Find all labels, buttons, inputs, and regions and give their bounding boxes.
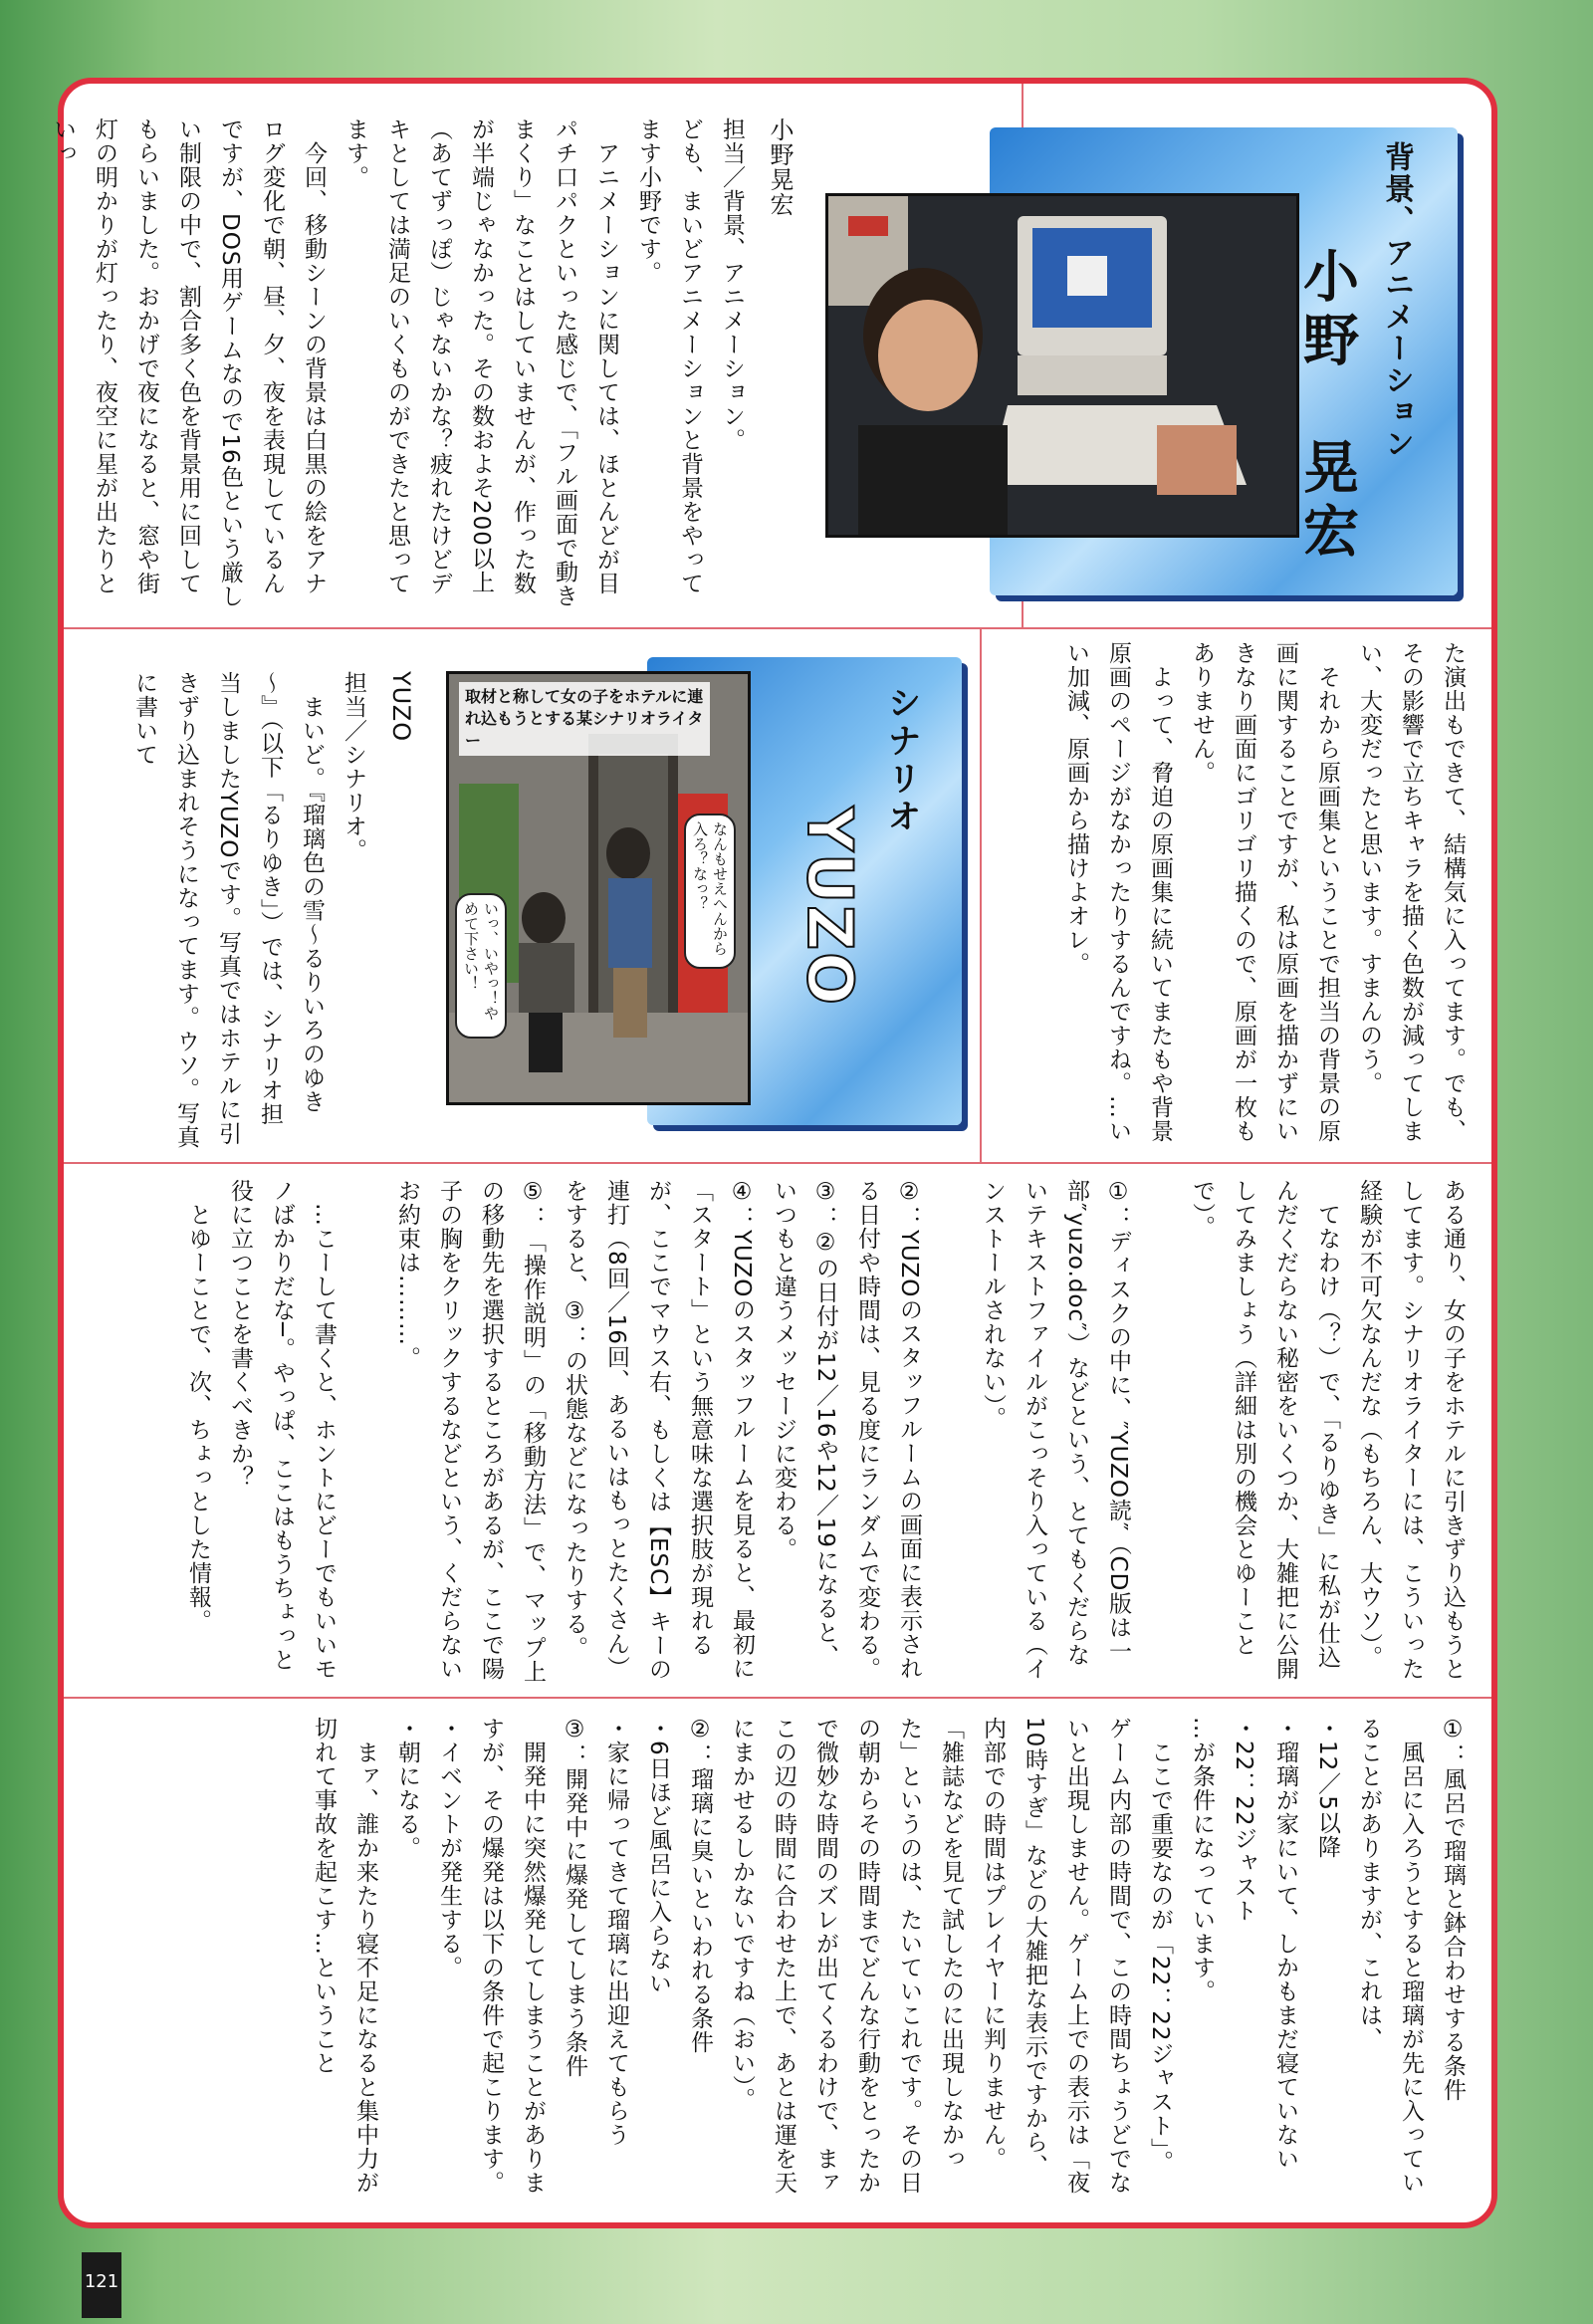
yuzo-photo: [446, 671, 751, 1105]
ono-photo-illustration: [828, 196, 1296, 535]
ono-continued: た演出もできて、結構気に入ってます。でも、その影響で立ちキャラを描く色数が減ってしまい、大変だったと思います。すまんのう。 それから原画集ということで担当の背景の原画に関することですが、私は原画を描かずにいきなり画面にゴリゴリ描くので、原画が一枚もありません。 よって、脅迫の原画集に続いてまたもや背景原画のページがなかったりするんですね。…いい加減、原画から描けよオレ。: [1063, 641, 1466, 1143]
yuzo-speech-bubble-1: なんもせえへんから入ろ？なっ？: [684, 813, 736, 969]
page-frame: [50, 78, 1497, 2228]
yuzo-role-title: シナリオ: [881, 685, 921, 836]
ono-role-title: 背景、アニメーション: [1379, 141, 1414, 460]
divider-vertical-mid: [980, 629, 982, 1162]
yuzo-name-title: YUZO: [794, 807, 866, 1007]
ono-profile-card: [990, 127, 1458, 595]
staff-secrets-text: ある通り、女の子をホテルに引きずり込もうとしてます。シナリオライターには、こういった経験が不可欠なんだな（もちろん、大ウソ）。 てなわけ（？）で、「るりゆき」に私が仕込んだくだらない秘密をいくつか、大雑把に公開してみましょう（詳細は別の機会とゆーことで）。 ①：ディスクの中に、″YUZO読″（CD版は一部″yuzo.doc″）などという、とてもくだらないテキストファイルがこっそり入っている（インストールされない）。 ②：YUZOのスタッフルームの画面に表示される日付や時間は、見る度にランダムで変わる。 ③：②の日付が12／16や12／19になると、いつもと違うメッセージに変わる。 ④：YUZOのスタッフルームを見ると、最初に「スタート」という無意味な選択肢が現れるが、ここでマウス右、もしくは【ESC】キーの連打（8回／16回、あるいはもっとたくさん）をすると、③：の状態などになったりする。 ⑤：「操作説明」の「移動方法」で、マップ上の移動先を選択するところがあるが、ここで陽子の胸をクリックするなどという、くだらないお約束は………。 …こーして書くと、ホントにどーでもいいモノばかりだな─。やっぱ、ここはもうちょっと役に立つことを書くべきか？ とゆーことで、次、ちょっとした情報。: [185, 1179, 1466, 1684]
yuzo-speech-bubble-2: いっ、いやっ！やめて下さい！: [455, 893, 507, 1039]
ono-photo: [825, 193, 1299, 538]
divider-2: [64, 1162, 1491, 1164]
game-tips-text: ①：風呂で瑠璃と鉢合わせする条件 風呂に入ろうとすると瑠璃が先に入っていることがありますが、これは、 ・12／5以降 ・瑠璃が家にいて、しかもまだ寝ていない ・22：22ジャスト …が条件になっています。 ここで重要なのが「22：22ジャスト」。ゲーム内部の時間で、この時間ちょうどでないと出現しません。ゲーム上での表示は「夜10時すぎ」などの大雑把な表示ですから、内部での時間はプレイヤーに判りません。「雑誌などを見て試したのに出現しなかった」というのは、たいていこれです。その日の朝からその時間までどんな行動をとったかで微妙な時間のズレが出てくるわけで、まァこの辺の時間に合わせた上で、あとは運を天にまかせるしかないですね（おい）。 ②：瑠璃に臭いといわれる条件 ・6日ほど風呂に入らない ・家に帰ってきて瑠璃に出迎えてもらう ③：開発中に爆発してしまう条件 開発中に突然爆発してしまうことがありますが、その爆発は以下の条件で起こります。 ・イベントが発生する。 ・朝になる。 まァ、誰か来たり寝不足になると集中力が切れて事故を起こす…ということ: [311, 1717, 1466, 2195]
yuzo-body: 担当／シナリオ。 まいど。『瑠璃色の雪～るりいろのゆき～』（以下「るりゆき」）では、シナリオ担当しましたYUZOです。写真ではホテルに引きずり込まれそうになってます。ウソ。写真に書いて: [131, 671, 366, 1149]
page-number: 121: [82, 2252, 121, 2318]
yuzo-byline: YUZO: [387, 671, 415, 743]
divider-3: [64, 1697, 1491, 1699]
ono-body: 担当／背景、アニメーション。 ども、まいどアニメーションと背景をやってます小野です。 アニメーションに関しては、ほとんどが目パチ口パクといった感じで、「フル画面で動きまくり」なことはしていませんが、作った数が半端じゃなかった。その数およそ200以上（あてずっぽ）じゃないかな？疲れたけどデキとしては満足のいくものができたと思ってます。 今回、移動シーンの背景は白黒の絵をアナログ変化で朝、昼、夕、夜を表現しているんですが、DOS用ゲームなので16色という厳しい制限の中で、割合多く色を背景用に回してもらいました。おかげで夜になると、窓や街灯の明かりが灯ったり、夜空に星が出たりといっ: [50, 117, 745, 608]
ono-byline: 小野晃宏: [766, 117, 794, 217]
ono-name-title: 小野 晃宏: [1294, 247, 1359, 566]
yuzo-photo-caption: 取材と称して女の子をホテルに連れ込もうとする某シナリオライター: [459, 682, 710, 756]
divider-1: [64, 627, 1491, 629]
